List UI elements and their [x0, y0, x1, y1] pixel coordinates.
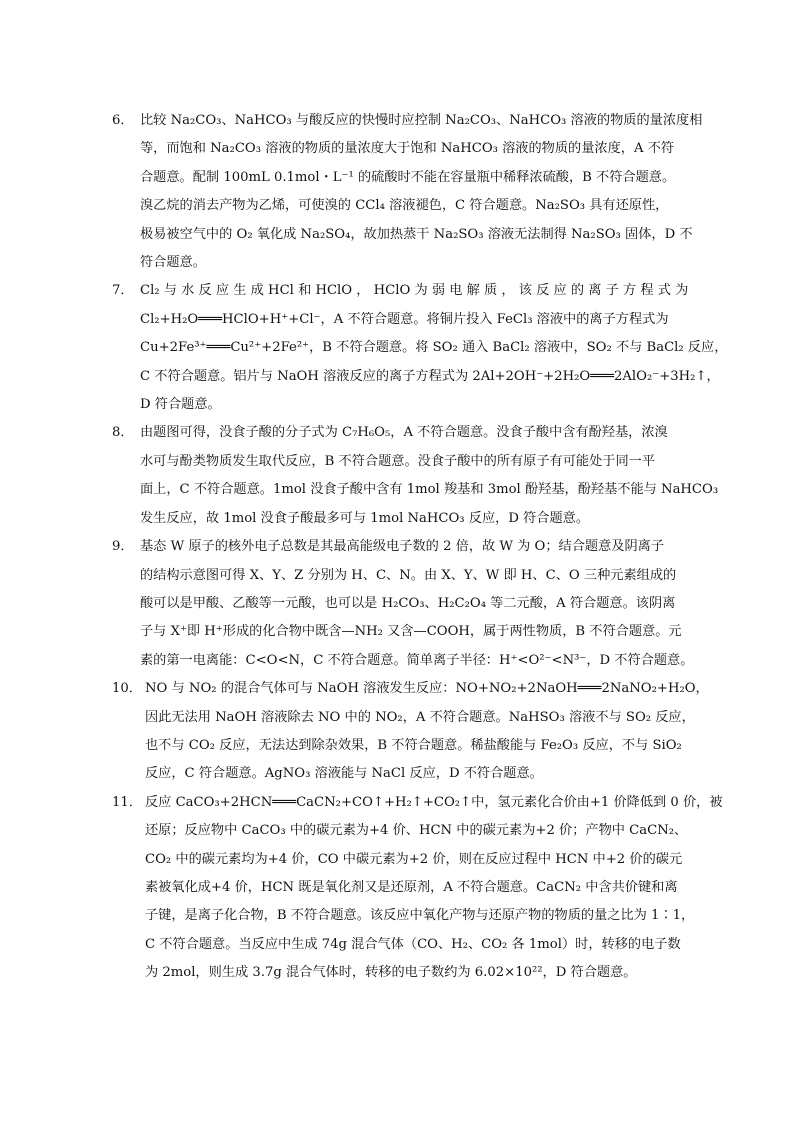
- text-line: 合题意。配制 100mL 0.1mol・L⁻¹ 的硫酸时不能在容量瓶中稀释浓硫酸，B 不符合题意。: [140, 169, 676, 185]
- text-line: D 符合题意。: [140, 397, 221, 413]
- text-line: Cl₂+H₂O═══HClO+H⁺+Cl⁻，A 不符合题意。将铜片投入 FeCl₃ 溶液中的离子方程式为: [140, 311, 669, 327]
- answer-item-11: [112, 789, 723, 988]
- text-line: C 不符合题意。当反应中生成 74g 混合气体（CO、H₂、CO₂ 各 1mol）时，转移的电子数: [145, 936, 681, 952]
- text-line: 的结构示意图可得 X、Y、Z 分别为 H、C、N。由 X、Y、W 即 H、C、O 三种元素组成的: [140, 567, 677, 583]
- item-text: [140, 533, 693, 675]
- text-line: 水可与酚类物质发生取代反应，B 不符合题意。没食子酸中的所有原子有可能处于同一平: [140, 453, 656, 469]
- text-line: 基态 W 原子的核外电子总数是其最高能级电子数的 2 倍，故 W 为 O；结合题意及阴离子: [140, 539, 665, 555]
- text-line: 素被氧化成+4 价，HCN 既是氧化剂又是还原剂，A 不符合题意。CaCN₂ 中含共价键和离: [145, 879, 678, 895]
- text-line: 比较 Na₂CO₃、NaHCO₃ 与酸反应的快慢时应控制 Na₂CO₃、NaHCO₃ 溶液的物质的量浓度相: [140, 113, 703, 128]
- text-line: 反应，C 符合题意。AgNO₃ 溶液能与 NaCl 反应，D 不符合题意。: [145, 766, 543, 782]
- text-line: 酸可以是甲酸、乙酸等一元酸，也可以是 H₂CO₃、H₂C₂O₄ 等二元酸，A 符合题意。该阴离: [140, 595, 676, 611]
- text-line: Cl₂ 与 水 反 应 生 成 HCl 和 HClO ， HClO 为 弱 电 解 质 ， 该 反 应 的 离 子 方 程 式 为: [140, 283, 689, 299]
- text-line: CO₂ 中的碳元素均为+4 价，CO 中碳元素为+2 价，则在反应过程中 HCN 中+2 价的碳元: [145, 851, 683, 867]
- text-line: 为 2mol，则生成 3.7g 混合气体时，转移的电子数约为 6.02×10²²，D 符合题意。: [145, 965, 637, 981]
- item-number: 7．: [112, 283, 134, 299]
- text-line: 因此无法用 NaOH 溶液除去 NO 中的 NO₂，A 不符合题意。NaHSO₃ 溶液不与 SO₂ 反应，: [145, 709, 695, 725]
- text-line: 还原；反应物中 CaCO₃ 中的碳元素为+4 价、HCN 中的碳元素为+2 价；产物中 CaCN₂、: [145, 823, 688, 839]
- item-text: [140, 107, 702, 277]
- text-line: 等，而饱和 Na₂CO₃ 溶液的物质的量浓度大于饱和 NaHCO₃ 溶液的物质的量浓度，A 不符: [140, 141, 675, 157]
- answer-item-9: [112, 533, 694, 675]
- answer-item-6: [112, 107, 703, 277]
- item-text: [140, 277, 727, 419]
- answer-explanations: [112, 107, 728, 988]
- answer-item-7: [112, 277, 728, 419]
- text-line: 面上，C 不符合题意。1mol 没食子酸中含有 1mol 羧基和 3mol 酚羟基，酚羟基不能与 NaHCO₃: [140, 482, 719, 498]
- answer-item-10: [112, 675, 709, 789]
- item-text: [145, 789, 723, 988]
- text-line: C 不符合题意。铝片与 NaOH 溶液反应的离子方程式为 2Al+2OH⁻+2H₂O═══2AlO₂⁻+3H₂↑，: [140, 368, 720, 384]
- text-line: NO 与 NO₂ 的混合气体可与 NaOH 溶液发生反应：NO+NO₂+2NaOH═══2NaNO₂+H₂O，: [145, 681, 709, 697]
- text-line: Cu+2Fe³⁺═══Cu²⁺+2Fe²⁺，B 不符合题意。将 SO₂ 通入 BaCl₂ 溶液中，SO₂ 不与 BaCl₂ 反应，: [140, 340, 728, 356]
- item-number: 8．: [112, 425, 134, 441]
- text-line: 子与 X⁺即 H⁺形成的化合物中既含—NH₂ 又含—COOH，属于两性物质，B 不符合题意。元: [140, 624, 682, 640]
- text-line: 极易被空气中的 O₂ 氧化成 Na₂SO₄，故加热蒸干 Na₂SO₃ 溶液无法制得 Na₂SO₃ 固体，D 不: [140, 226, 693, 242]
- text-line: 溴乙烷的消去产物为乙烯，可使溴的 CCl₄ 溶液褪色，C 符合题意。Na₂SO₃ 具有还原性，: [140, 198, 669, 214]
- answer-item-8: [112, 419, 719, 533]
- text-line: 符合题意。: [140, 255, 206, 271]
- text-line: 也不与 CO₂ 反应，无法达到除杂效果，B 不符合题意。稀盐酸能与 Fe₂O₃ 反应，不与 SiO₂: [145, 737, 682, 753]
- item-number: 11．: [112, 794, 142, 810]
- item-number: 10．: [112, 681, 142, 697]
- text-line: 子键，是离子化合物，B 不符合题意。该反应中氧化产物与还原产物的物质的量之比为 1∶1，: [145, 908, 695, 924]
- text-line: 发生反应，故 1mol 没食子酸最多可与 1mol NaHCO₃ 反应，D 符合题意。: [140, 510, 590, 526]
- text-line: 反应 CaCO₃+2HCN═══CaCN₂+CO↑+H₂↑+CO₂↑中，氢元素化合价由+1 价降低到 0 价，被: [145, 794, 723, 810]
- text-line: 素的第一电离能：C<O<N，C 不符合题意。简单离子半径：H⁺<O²⁻<N³⁻，D 不符合题意。: [140, 652, 694, 668]
- item-text: [140, 419, 718, 533]
- item-text: [145, 675, 709, 789]
- text-line: 由题图可得，没食子酸的分子式为 C₇H₆O₅，A 不符合题意。没食子酸中含有酚羟基，浓溴: [140, 425, 668, 441]
- item-number: 9．: [112, 539, 134, 555]
- item-number: 6．: [112, 113, 134, 128]
